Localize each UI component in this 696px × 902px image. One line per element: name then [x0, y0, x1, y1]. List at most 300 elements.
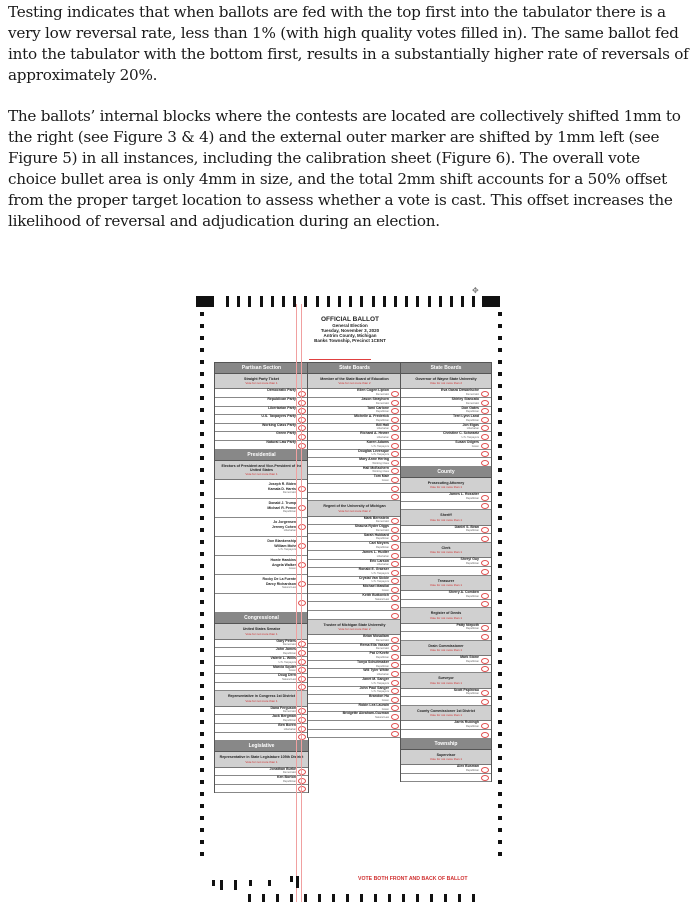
candidate-name: Mark Bernstein	[363, 515, 389, 520]
timing-mark	[498, 648, 502, 652]
write-in-row[interactable]	[401, 774, 491, 783]
timing-mark	[498, 780, 502, 784]
vote-oval[interactable]	[481, 443, 489, 449]
contest-name: Electors of President and Vice-President of the United States	[221, 463, 302, 472]
timing-mark	[200, 840, 204, 844]
contest-header	[215, 752, 308, 767]
vote-oval[interactable]	[391, 688, 399, 694]
timing-mark	[498, 336, 502, 340]
candidate-name: Sheryl Guy	[460, 557, 479, 562]
timing-mark	[383, 296, 386, 307]
timing-mark	[200, 348, 204, 352]
timing-mark	[498, 588, 502, 592]
candidate-row[interactable]	[215, 441, 308, 450]
timing-mark	[220, 880, 223, 890]
left-timing-marks	[200, 312, 204, 864]
vote-instruction: Vote for not more than 1	[429, 713, 463, 718]
candidate-row[interactable]	[308, 594, 401, 603]
timing-mark	[200, 396, 204, 400]
vote-oval[interactable]	[391, 680, 399, 686]
vote-oval[interactable]	[391, 486, 399, 492]
candidate-party: Democratic	[282, 643, 296, 647]
contest-name: Register of Deeds	[430, 611, 462, 616]
write-in-row[interactable]	[401, 730, 491, 739]
candidate-name: Valerie L. Willis	[270, 655, 296, 660]
candidate-row[interactable]	[215, 537, 308, 556]
timing-mark	[200, 732, 204, 736]
vote-oval[interactable]	[391, 544, 399, 550]
vote-oval[interactable]	[391, 527, 399, 533]
write-in-row[interactable]	[308, 602, 401, 611]
vote-oval[interactable]	[481, 658, 489, 664]
candidate-row[interactable]	[401, 526, 491, 535]
ballot-date: Tuesday, November 3, 2020	[320, 328, 380, 333]
timing-mark	[200, 444, 204, 448]
contest-header	[401, 510, 491, 525]
timing-mark	[200, 780, 204, 784]
contest-header	[401, 608, 491, 623]
vote-oval[interactable]	[391, 645, 399, 651]
timing-mark	[200, 312, 204, 316]
ballot-column-1	[214, 362, 309, 793]
candidate-row[interactable]	[401, 721, 491, 730]
timing-mark	[498, 492, 502, 496]
vote-oval[interactable]	[391, 468, 399, 474]
candidate-name: Gary Peters	[276, 638, 296, 643]
timing-mark	[458, 894, 461, 902]
candidate-name: Tonya Schuitmaker	[356, 659, 389, 664]
candidate-party: Natural Law	[375, 716, 389, 720]
write-in-row[interactable]	[308, 730, 401, 739]
timing-mark	[200, 588, 204, 592]
header-underline	[309, 359, 371, 360]
contest-name: Member of the State Board of Education	[320, 377, 389, 381]
contest-name: Regent of the University of Michigan	[323, 504, 386, 509]
candidate-name: John Paul Sanger	[359, 685, 389, 690]
vote-oval[interactable]	[391, 705, 399, 711]
timing-mark	[200, 648, 204, 652]
candidate-row[interactable]	[401, 765, 491, 774]
timing-mark	[498, 396, 502, 400]
vote-oval[interactable]	[481, 417, 489, 423]
timing-mark	[200, 720, 204, 724]
candidate-row[interactable]	[215, 499, 308, 518]
candidate-party: Republican	[466, 594, 479, 598]
timing-mark	[200, 564, 204, 568]
timing-mark	[498, 852, 502, 856]
vote-oval[interactable]	[481, 560, 489, 566]
write-in-row[interactable]	[401, 458, 491, 467]
candidate-party: Libertarian	[376, 563, 389, 567]
timing-mark	[498, 552, 502, 556]
timing-mark	[200, 456, 204, 460]
vote-oval[interactable]	[481, 634, 489, 640]
candidate-name: Brian Mosallam	[363, 634, 389, 639]
timing-mark	[498, 348, 502, 352]
section-header: Presidential	[215, 450, 308, 461]
candidate-name: Brandon Hu	[368, 694, 389, 699]
candidate-row[interactable]	[215, 480, 308, 499]
candidate-party: Libertarian	[376, 427, 389, 431]
top-timing-marks	[194, 294, 502, 308]
timing-mark	[388, 894, 391, 902]
vote-oval[interactable]	[481, 601, 489, 607]
candidate-party: U.S. Taxpayers	[461, 436, 479, 440]
contest-name: Prosecuting Attorney	[427, 480, 465, 485]
vote-instruction: Vote for not more than 1	[245, 698, 278, 703]
candidate-name: Sarah Hubbard	[363, 532, 389, 537]
candidate-party: Democratic	[465, 393, 479, 397]
vote-oval[interactable]	[391, 391, 399, 397]
vote-oval[interactable]	[481, 732, 489, 738]
candidate-party: Green	[288, 566, 296, 570]
vote-oval[interactable]	[391, 654, 399, 660]
write-in-row[interactable]	[215, 683, 308, 692]
candidate-name: Will Tyler White	[363, 668, 389, 673]
vote-oval[interactable]	[391, 408, 399, 414]
timing-mark	[498, 312, 502, 316]
timing-mark	[498, 840, 502, 844]
timing-mark	[498, 324, 502, 328]
timing-mark	[430, 894, 433, 902]
timing-mark	[450, 296, 453, 307]
candidate-row[interactable]	[401, 689, 491, 698]
timing-mark	[290, 894, 293, 902]
candidate-name: Don Gates	[461, 405, 479, 410]
contest-header	[401, 641, 491, 656]
vote-oval[interactable]	[391, 723, 399, 729]
vote-oval[interactable]	[391, 443, 399, 449]
candidate-party: U.S. Taxpayers	[371, 571, 389, 575]
timing-mark	[290, 876, 293, 882]
timing-mark	[296, 876, 299, 888]
contest-header	[401, 706, 491, 721]
timing-mark	[498, 696, 502, 700]
timing-mark	[461, 296, 464, 307]
write-in-row[interactable]	[308, 493, 401, 502]
section-header: County	[401, 467, 491, 478]
vote-oval[interactable]	[481, 391, 489, 397]
candidate-name: Don Blankenship William Mohr	[267, 539, 296, 548]
vote-oval[interactable]	[481, 527, 489, 533]
timing-mark	[394, 296, 397, 307]
vote-oval[interactable]	[391, 697, 399, 703]
timing-mark	[498, 516, 502, 520]
timing-mark	[282, 296, 285, 307]
candidate-name: Jarris Rubingh	[454, 720, 479, 725]
ballot-footer: VOTE BOTH FRONT AND BACK OF BALLOT	[358, 876, 468, 882]
timing-mark	[498, 384, 502, 388]
vote-instruction: Vote for not more than 1	[429, 550, 463, 555]
candidate-party: Republican	[466, 418, 479, 422]
contest-name: Governor of Wayne State University	[415, 377, 477, 381]
vote-oval[interactable]	[481, 767, 489, 773]
vote-instruction: Vote for not more than 2	[338, 508, 371, 513]
vote-oval[interactable]	[391, 451, 399, 457]
vote-oval[interactable]	[481, 536, 489, 542]
candidate-party: Libertarian	[376, 673, 389, 677]
vote-instruction: Vote for not more than 1	[429, 680, 463, 685]
contest-name: County Commissioner 1st District	[417, 708, 475, 713]
candidate-row[interactable]	[401, 441, 491, 450]
ballot-title: OFFICIAL BALLOT	[320, 316, 379, 323]
vote-oval[interactable]	[391, 494, 399, 500]
candidate-name: Douglas Levesque	[358, 448, 389, 453]
candidate-party: Republican	[466, 627, 479, 631]
candidate-name: Mary Anne Hering	[359, 457, 389, 462]
vote-oval[interactable]	[391, 434, 399, 440]
timing-mark	[498, 816, 502, 820]
vote-oval[interactable]	[391, 460, 399, 466]
candidate-party: Republican	[283, 779, 296, 783]
vote-oval[interactable]	[481, 451, 489, 457]
vote-oval[interactable]	[391, 518, 399, 524]
candidate-name: Eva Garza Dewaelsche	[441, 388, 479, 393]
write-in-row[interactable]	[215, 733, 308, 742]
candidate-row[interactable]	[215, 724, 308, 733]
vote-oval[interactable]	[481, 400, 489, 406]
candidate-name: Jack Bergman	[272, 714, 296, 719]
contest-header	[215, 624, 308, 639]
candidate-party: Republican	[466, 725, 479, 728]
timing-mark	[200, 492, 204, 496]
timing-mark	[346, 894, 349, 902]
contest-name: United States Senator	[242, 627, 281, 632]
contest-header	[401, 478, 491, 493]
write-in-row[interactable]	[215, 785, 308, 794]
candidate-party: Natural Law	[375, 597, 389, 601]
timing-mark	[360, 296, 363, 307]
candidate-row[interactable]	[308, 712, 401, 721]
candidate-party: U.S. Taxpayers	[371, 444, 389, 448]
paragraph-offset	[8, 106, 692, 232]
candidate-party: Green	[381, 707, 389, 711]
timing-mark	[260, 296, 263, 307]
candidate-name: Alex Busman	[456, 763, 479, 768]
candidate-party: Green	[471, 444, 479, 448]
vote-oval[interactable]	[391, 400, 399, 406]
write-in-row[interactable]	[401, 665, 491, 674]
candidate-name: Mark Stone	[460, 655, 479, 660]
timing-mark	[498, 720, 502, 724]
timing-mark	[416, 894, 419, 902]
ballot-county: Antrim County, Michigan	[323, 333, 377, 338]
vote-oval[interactable]	[391, 595, 399, 601]
ballot-column-2	[307, 362, 402, 738]
write-in-row[interactable]	[308, 721, 401, 730]
vote-oval[interactable]	[391, 535, 399, 541]
candidate-name: Hali McEachern	[362, 465, 389, 470]
candidate-name: Michael Mawilai	[362, 584, 389, 589]
write-in-row[interactable]	[308, 611, 401, 620]
candidate-name: James L. Rossiter	[449, 492, 479, 497]
timing-mark	[498, 600, 502, 604]
write-in-row[interactable]	[401, 502, 491, 511]
vote-oval[interactable]	[391, 425, 399, 431]
ballot-election: General Election	[332, 323, 368, 328]
candidate-party: Democratic	[375, 647, 389, 651]
timing-mark	[472, 296, 475, 307]
timing-mark	[200, 360, 204, 364]
vote-oval[interactable]	[481, 434, 489, 440]
candidate-name: Democratic Party	[267, 388, 296, 393]
vote-oval[interactable]	[481, 408, 489, 414]
timing-mark	[338, 296, 341, 307]
timing-mark	[498, 564, 502, 568]
write-in-row[interactable]	[401, 697, 491, 706]
timing-mark	[498, 684, 502, 688]
vote-instruction: Vote for not more than 1	[245, 759, 278, 764]
candidate-row[interactable]	[401, 624, 491, 633]
timing-mark	[200, 528, 204, 532]
candidate-row[interactable]	[215, 776, 308, 785]
ballot-precinct: Banks Township, Precinct 1CENT	[314, 338, 386, 343]
vote-oval[interactable]	[391, 613, 399, 619]
vote-oval[interactable]	[481, 425, 489, 431]
timing-mark	[316, 296, 319, 307]
vote-oval[interactable]	[481, 666, 489, 672]
timing-mark	[200, 828, 204, 832]
vote-oval[interactable]	[481, 569, 489, 575]
candidate-name: Terri Lynn Land	[452, 414, 479, 419]
candidate-row[interactable]	[215, 674, 308, 683]
timing-mark	[498, 480, 502, 484]
candidate-name: Scott Papineau	[453, 687, 479, 692]
candidate-party: Democratic	[375, 520, 389, 524]
contest-name: Sheriff	[440, 513, 452, 518]
contest-header	[215, 374, 308, 389]
candidate-party: Republican	[466, 768, 479, 772]
candidate-party: Green	[381, 588, 389, 592]
vote-oval[interactable]	[481, 690, 489, 696]
alignment-red-line	[296, 304, 302, 902]
vote-instruction: Vote for not more than 2	[338, 627, 371, 632]
timing-mark	[200, 612, 204, 616]
candidate-party: Working Class	[372, 470, 389, 474]
candidate-row[interactable]	[215, 556, 308, 575]
timing-mark	[498, 624, 502, 628]
vote-oval[interactable]	[391, 731, 399, 737]
timing-mark	[332, 894, 335, 902]
contest-header	[215, 691, 308, 706]
vote-oval[interactable]	[391, 570, 399, 576]
vote-oval[interactable]	[391, 671, 399, 677]
candidate-row[interactable]	[401, 558, 491, 567]
candidate-party: Republican	[466, 659, 479, 663]
candidate-party: Democratic	[282, 490, 296, 494]
ballot-header	[270, 316, 430, 343]
vote-oval[interactable]	[391, 553, 399, 559]
vote-oval[interactable]	[481, 593, 489, 599]
timing-mark	[200, 624, 204, 628]
timing-mark	[498, 468, 502, 472]
contest-name: Straight Party Ticket	[244, 377, 279, 381]
vote-oval[interactable]	[391, 477, 399, 483]
timing-mark	[498, 732, 502, 736]
candidate-name: Tami Carlone	[367, 405, 389, 410]
timing-mark	[327, 296, 330, 307]
vote-instruction: Vote for not more than 1	[245, 631, 278, 636]
write-in-row[interactable]	[308, 484, 401, 493]
write-in-row[interactable]	[401, 567, 491, 576]
timing-mark	[498, 756, 502, 760]
contest-header	[308, 620, 401, 635]
vote-oval[interactable]	[391, 561, 399, 567]
candidate-row[interactable]	[308, 475, 401, 484]
timing-mark	[200, 852, 204, 856]
timing-mark	[498, 828, 502, 832]
candidate-row[interactable]	[401, 591, 491, 600]
candidate-party: Republican	[376, 655, 389, 659]
vote-oval[interactable]	[391, 587, 399, 593]
timing-mark	[349, 296, 352, 307]
timing-mark	[498, 660, 502, 664]
timing-mark	[200, 672, 204, 676]
timing-mark	[498, 768, 502, 772]
vote-oval[interactable]	[481, 625, 489, 631]
timing-mark	[262, 894, 265, 902]
vote-oval[interactable]	[391, 662, 399, 668]
candidate-party: U.S. Taxpayers	[278, 660, 296, 664]
ballot-column-3	[400, 362, 492, 782]
write-in-row[interactable]	[401, 600, 491, 609]
candidate-row[interactable]	[215, 518, 308, 537]
candidate-party: Democratic	[282, 710, 296, 714]
timing-mark	[200, 468, 204, 472]
contest-header	[401, 543, 491, 558]
timing-mark	[196, 296, 214, 307]
write-in-row[interactable]	[401, 534, 491, 543]
timing-mark	[318, 894, 321, 902]
candidate-party: Green	[381, 479, 389, 483]
vote-oval[interactable]	[391, 637, 399, 643]
vote-oval[interactable]	[481, 460, 489, 466]
timing-mark	[200, 756, 204, 760]
right-timing-marks	[498, 312, 502, 864]
timing-mark	[360, 894, 363, 902]
timing-mark	[249, 880, 252, 886]
vote-oval[interactable]	[481, 503, 489, 509]
vote-oval[interactable]	[391, 604, 399, 610]
candidate-name: Natural Law Party	[266, 439, 296, 444]
vote-oval[interactable]	[391, 578, 399, 584]
contest-header	[401, 750, 491, 765]
candidate-party: Green	[381, 698, 389, 702]
candidate-row[interactable]	[215, 575, 308, 594]
candidate-row[interactable]	[401, 656, 491, 665]
vote-instruction: Vote for not more than 1	[245, 381, 278, 386]
vote-oval[interactable]	[391, 417, 399, 423]
candidate-name: Doug Dern	[278, 673, 296, 678]
write-in-row[interactable]	[215, 594, 308, 613]
vote-instruction: Vote for not more than 1	[429, 582, 463, 587]
vote-oval[interactable]	[481, 699, 489, 705]
write-in-row[interactable]	[401, 450, 491, 459]
vote-oval[interactable]	[481, 775, 489, 781]
timing-mark	[200, 804, 204, 808]
write-in-row[interactable]	[401, 632, 491, 641]
candidate-name: Carl Meyers	[369, 541, 389, 546]
vote-oval[interactable]	[481, 495, 489, 501]
contest-header	[401, 576, 491, 591]
vote-instruction: Vote for not more than 1	[429, 485, 463, 490]
candidate-party: Libertarian	[283, 727, 296, 731]
candidate-row[interactable]	[401, 493, 491, 502]
vote-oval[interactable]	[391, 714, 399, 720]
candidate-party: U.S. Taxpayers	[371, 681, 389, 685]
candidate-party: Democratic	[282, 771, 296, 775]
vote-oval[interactable]	[481, 723, 489, 729]
